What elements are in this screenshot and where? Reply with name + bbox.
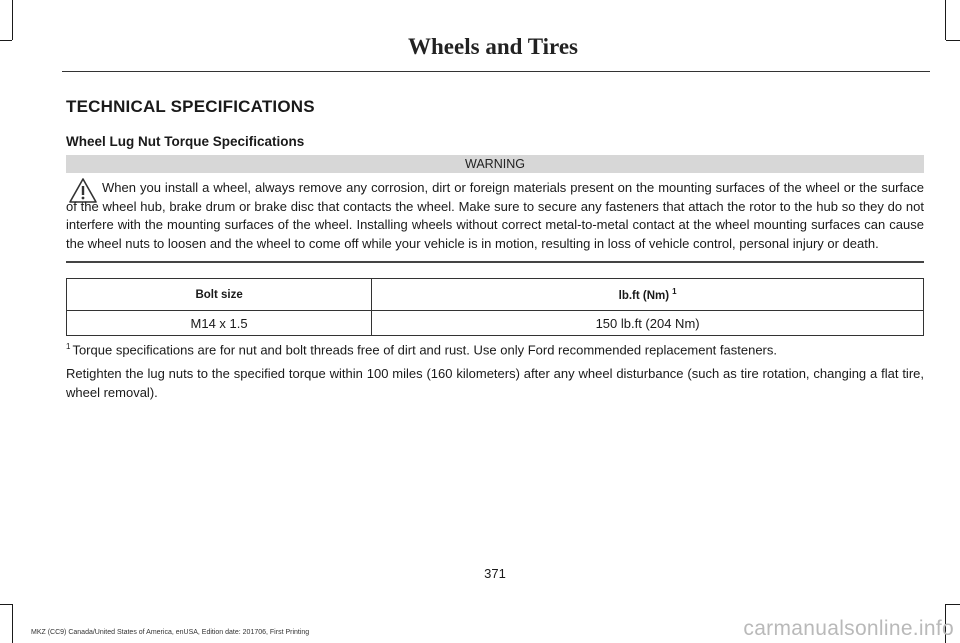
crop-mark (0, 604, 12, 605)
warning-label: WARNING (66, 155, 924, 173)
page-number: 371 (484, 566, 506, 581)
body-paragraph: Retighten the lug nuts to the specified torque within 100 miles (160 kilometers) after any wheel disturbance (such as tire rotation, changing a flat tire, wheel removal). (66, 366, 924, 400)
footnote (66, 338, 924, 359)
section-title: TECHNICAL SPECIFICATIONS (66, 97, 315, 116)
table-header-row (67, 279, 924, 311)
warning-text: When you install a wheel, always remove any corrosion, dirt or foreign materials present on the mounting surfaces of the wheel or the surface of the wheel hub, brake drum or brake disc that contacts the wheel. Make sure to secure any fasteners that attach the rotor to the hub so they do not interfere with the mounting surfaces of the wheel. Installing wheels without correct metal-to-metal contact at the wheel mounting surfaces can cause the wheel nuts to loosen and the wheel to come off while your vehicle is in motion, resulting in loss of vehicle control, personal injury or death. (66, 180, 924, 251)
header-divider (62, 71, 930, 72)
watermark: carmanualsonline.info (743, 617, 954, 640)
crop-mark (946, 40, 960, 41)
header-torque (372, 279, 924, 311)
crop-mark (12, 604, 13, 643)
crop-mark (0, 40, 12, 41)
footnote-ref: 1 (672, 287, 677, 297)
header-bolt-size-label: Bolt size (195, 288, 243, 301)
crop-mark (946, 604, 960, 605)
warning-divider (66, 261, 924, 263)
edition-info: MKZ (CC9) Canada/United States of America, enUSA, Edition date: 201706, First Printing (31, 629, 310, 636)
chapter-title: Wheels and Tires (408, 34, 578, 59)
header-bolt-size (67, 279, 372, 311)
subsection-title: Wheel Lug Nut Torque Specifications (66, 134, 305, 149)
table-row (67, 311, 924, 336)
table-cell: 150 lb.ft (204 Nm) (372, 311, 924, 336)
footnote-ref: 1 (66, 342, 71, 351)
crop-mark (945, 0, 946, 40)
footnote-text: Torque specifications are for nut and bolt threads free of dirt and rust. Use only Ford recommended replacement fasteners. (72, 342, 777, 358)
torque-spec-table (66, 278, 924, 336)
header-torque-label: lb.ft (Nm) (618, 289, 670, 302)
table-cell: M14 x 1.5 (67, 311, 372, 336)
crop-mark (12, 0, 13, 40)
